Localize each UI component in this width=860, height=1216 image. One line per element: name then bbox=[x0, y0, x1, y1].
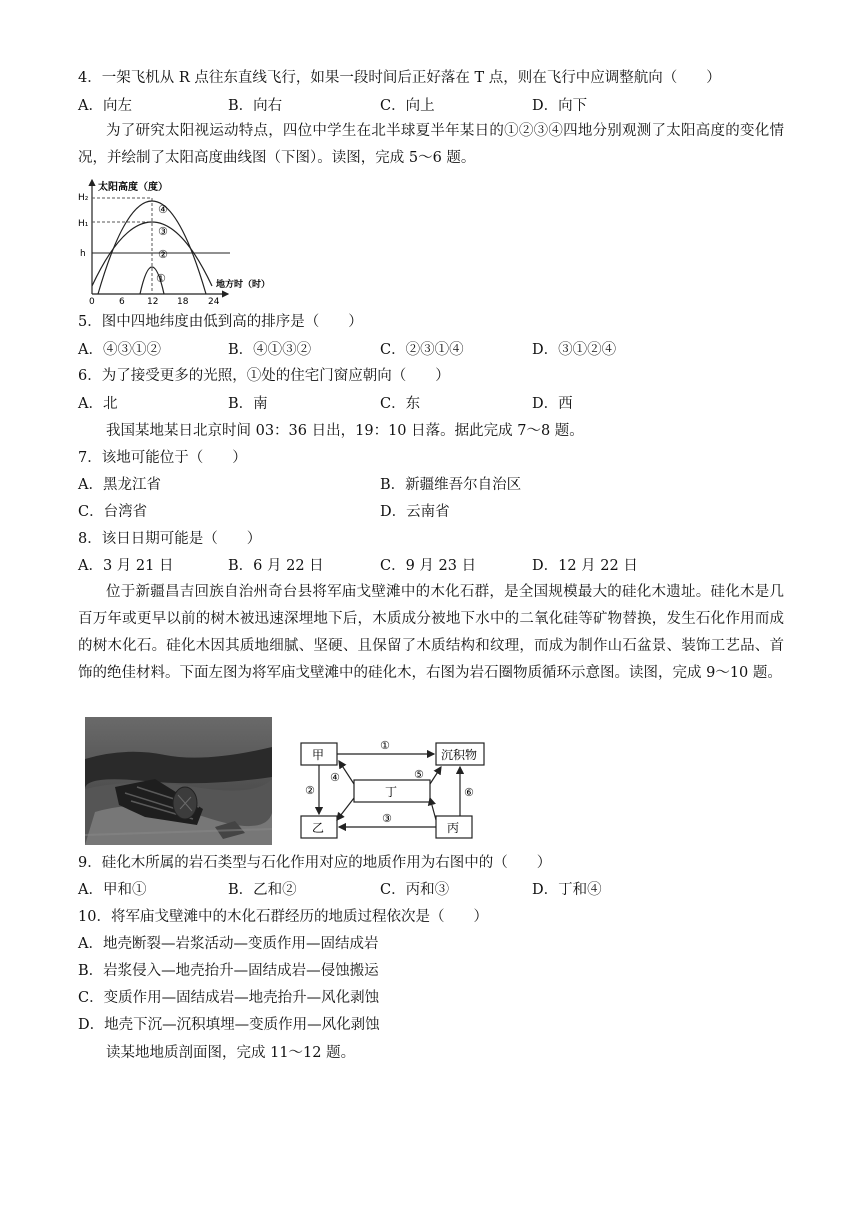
q10-option-d: D．地壳下沉—沉积填埋—变质作用—风化剥蚀 bbox=[78, 1017, 380, 1033]
label-jia: 甲 bbox=[312, 748, 325, 762]
intro-5-6: 为了研究太阳视运动特点，四位中学生在北半球夏半年某日的①②③④四地分别观测了太阳高度的变化情况，并绘制了太阳高度曲线图（下图）。读图，完成 5～6 题。 bbox=[78, 123, 784, 166]
q6-stem: 6．为了接受更多的光照，①处的住宅门窗应朝向（ ） bbox=[78, 368, 450, 384]
q7-option-c: C．台湾省 bbox=[78, 504, 148, 520]
label-sediment: 沉积物 bbox=[441, 748, 478, 762]
q7-option-d: D．云南省 bbox=[380, 504, 450, 520]
petrified-wood-photo bbox=[85, 717, 272, 845]
tick-h: h bbox=[80, 249, 86, 259]
q10-stem: 10．将军庙戈壁滩中的木化石群经历的地质过程依次是（ ） bbox=[78, 909, 488, 925]
arrow-4 bbox=[339, 761, 354, 784]
q4-option-d: D．向下 bbox=[532, 98, 588, 114]
xtick-18: 18 bbox=[177, 297, 189, 304]
q5-option-b: B．④①③② bbox=[228, 342, 312, 358]
intro-7-8: 我国某地某日北京时间 03：36 日出，19：10 日落。据此完成 7～8 题。 bbox=[106, 423, 584, 439]
q6-option-c: C．东 bbox=[380, 396, 421, 412]
label-yi: 乙 bbox=[312, 821, 325, 835]
q8-option-c: C．9 月 23 日 bbox=[380, 558, 477, 574]
xtick-12: 12 bbox=[147, 297, 159, 304]
q5-option-c: C．②③①④ bbox=[380, 342, 464, 358]
q9-stem: 9．硅化木所属的岩石类型与石化作用对应的地质作用为右图中的（ ） bbox=[78, 855, 552, 871]
q6-option-d: D．西 bbox=[532, 396, 573, 412]
tick-h1: H₁ bbox=[78, 219, 89, 229]
x-axis-title: 地方时（时） bbox=[216, 280, 271, 290]
q4-option-a: A．向左 bbox=[78, 98, 132, 114]
q9-option-c: C．丙和③ bbox=[380, 882, 450, 898]
q5-stem: 5．图中四地纬度由低到高的排序是（ ） bbox=[78, 314, 363, 330]
xtick-0: 0 bbox=[89, 297, 95, 304]
tick-h2: H₂ bbox=[78, 193, 89, 203]
q4-stem: 4．一架飞机从 R 点往东直线飞行，如果一段时间后正好落在 T 点，则在飞行中应调整航向（ ） bbox=[78, 70, 721, 86]
label-bing: 丙 bbox=[447, 821, 460, 835]
q5-option-d: D．③①②④ bbox=[532, 342, 617, 358]
mark-2: ② bbox=[158, 248, 168, 261]
q5-option-a: A．④③①② bbox=[78, 342, 161, 358]
num-2: ② bbox=[305, 784, 315, 797]
xtick-6: 6 bbox=[119, 297, 125, 304]
q4-option-c: C．向上 bbox=[380, 98, 435, 114]
num-3: ③ bbox=[382, 812, 392, 825]
q7-option-a: A．黑龙江省 bbox=[78, 477, 161, 493]
q8-option-a: A．3 月 21 日 bbox=[78, 558, 174, 574]
num-4: ④ bbox=[330, 771, 340, 784]
q6-option-b: B．南 bbox=[228, 396, 268, 412]
q6-option-a: A．北 bbox=[78, 396, 118, 412]
intro-9-10: 位于新疆昌吉回族自治州奇台县将军庙戈壁滩中的木化石群，是全国规模最大的硅化木遗址。硅化木是几百万年或更早以前的树木被迅速深埋地下后，木质成分被地下水中的二氧化硅等矿物替换，发生石化作用而成的树木化石。硅化木因其质地细腻、坚硬、且保留了木质结构和纹理，而成为制作山石盆景、装饰工艺品、首饰的绝佳材料。下面左图为将军庙戈壁滩中的硅化木，右图为岩石圈物质循环示意图。读图，完成 9～10 题。 bbox=[78, 584, 784, 681]
mark-3: ③ bbox=[158, 225, 168, 238]
arrow-ding-yi bbox=[337, 798, 354, 820]
num-6: ⑥ bbox=[464, 786, 474, 799]
q8-stem: 8．该日日期可能是（ ） bbox=[78, 531, 262, 547]
q10-option-b: B．岩浆侵入—地壳抬升—固结成岩—侵蚀搬运 bbox=[78, 963, 379, 979]
q9-option-a: A．甲和① bbox=[78, 882, 147, 898]
mark-4: ④ bbox=[158, 203, 168, 216]
q7-stem: 7．该地可能位于（ ） bbox=[78, 450, 247, 466]
xtick-24: 24 bbox=[208, 297, 220, 304]
q4-option-b: B．向右 bbox=[228, 98, 283, 114]
arrow-bing-ding bbox=[430, 798, 436, 820]
q10-option-a: A．地壳断裂—岩浆活动—变质作用—固结成岩 bbox=[78, 936, 379, 952]
label-ding: 丁 bbox=[385, 785, 398, 799]
q8-option-d: D．12 月 22 日 bbox=[532, 558, 638, 574]
intro-11-12: 读某地地质剖面图，完成 11～12 题。 bbox=[106, 1045, 356, 1061]
arrow-5 bbox=[430, 767, 441, 784]
sun-altitude-chart bbox=[78, 176, 278, 304]
q9-option-b: B．乙和② bbox=[228, 882, 297, 898]
q10-option-c: C．变质作用—固结成岩—地壳抬升—风化剥蚀 bbox=[78, 990, 380, 1006]
mark-1: ① bbox=[156, 272, 166, 285]
rock-cycle-diagram bbox=[298, 734, 486, 840]
q8-option-b: B．6 月 22 日 bbox=[228, 558, 324, 574]
num-5: ⑤ bbox=[414, 768, 424, 781]
num-1: ① bbox=[380, 739, 390, 752]
y-axis-title: 太阳高度（度） bbox=[98, 182, 168, 193]
q9-option-d: D．丁和④ bbox=[532, 882, 602, 898]
q7-option-b: B．新疆维吾尔自治区 bbox=[380, 477, 522, 493]
